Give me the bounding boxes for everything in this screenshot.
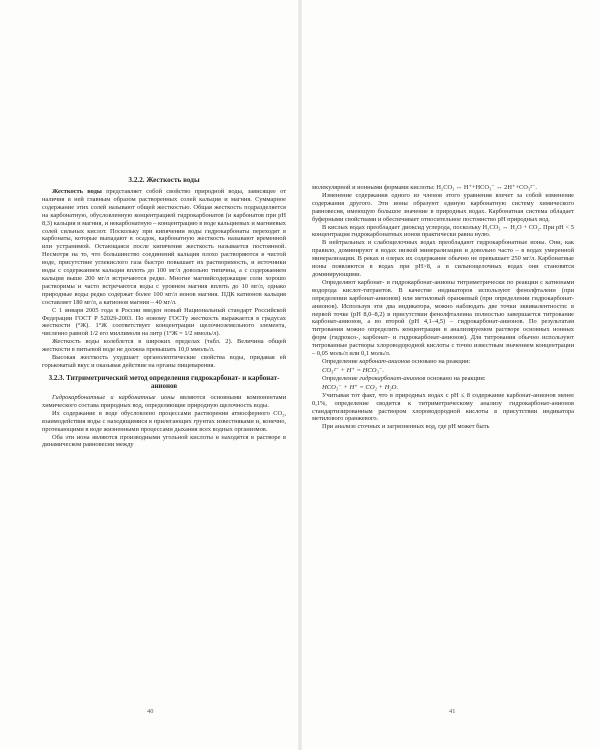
page-number-left: 40 [147,708,154,715]
paragraph: Определяют карбонат- и гидрокарбонат-анионы титриметрически по реакции с катионами водорода кислот-титрантов. В качестве индикаторов используют фенолфталеин (при определении карбонат-анионов) или метиловый оранжевый (при определении гидрокарбонат-анионов). Используя эти два индикатора, можно наблюдать две точки эквивалентности: в первой точке (pH 8,0–8,2) в присутствии фенолфталеина полностью завершается титрование карбонат-анионов, а во второй (pH 4,1–4,5) – гидрокарбонат-анионов. По результатам титрования можно определить концентрации в анализируемом растворе основных ионных форм (гидроксо-, карбонат- и гидрокарбонат-анионов). Для титрования обычно используют титрованные растворы хлороводородной кислоты с точно известным значением концентрации – 0,05 моль/л или 0,1 моль/л. [312,278,574,358]
text: Определение [322,374,360,382]
page-number-right: 41 [449,708,456,715]
paragraph: Оба эти иона являются производными угольной кислоты и находятся в растворе в динамическом равновесии между [42,433,286,449]
paragraph: молекулярной и ионными формами кислоты: H₂CO₃ ↔ H⁺+HCO₃⁻ ↔ 2H⁺+CO₃²⁻. [312,184,537,191]
paragraph: Учитывая тот факт, что в природных водах с pH ≤ 8 содержание карбонат-анионов менее 0,1%, определение сводится к титриметрическому анализу гидрокарбонат-анионов стандартизированным раствором хлороводородной кислоты в присутствии индикатора метилового оранжевого. [312,391,574,423]
term-italic: Гидрокарбонатные и карбонатные ионы [52,394,175,402]
paragraph: С 1 января 2005 года в России введен новый Национальный стандарт Российской Федерации ГОСТ Р 52029-2003. По новому ГОСТу жесткость выражается в градусах жесткости (°Ж). 1°Ж соответствует концентрации щелочноземельного элемента, численно равной 1/2 его миллимоля на литр (1°Ж = 1/2 ммоль/л). [42,306,286,338]
formula-carbonate: CO₃²⁻ + H⁺ = HCO₃⁻. [322,366,384,374]
formula-bicarbonate: HCO₃⁻ + H⁺ = CO₂ + H₂O. [322,383,399,391]
term-italic: гидрокарбонат-анионов [359,374,426,382]
paragraph: Высокая жесткость ухудшает органолептические свойства воды, придавая ей горьковатый вкус и оказывая действие на органы пищеварения. [42,354,286,369]
heading-water-hardness: 3.2.2. Жесткость воды [128,176,200,184]
right-page [300,0,600,750]
paragraph: Жесткость воды колеблется в широких пределах (табл. 2). Величина общей жесткости в питьевой воде не должна превышать 10,0 ммоль/л. [42,338,286,354]
paragraph: Изменение содержания одного из членов этого уравнения влечет за собой изменение содержания другого. Эти ионы образуют единую карбонатную систему химического равновесия, имеющую большое значение в природных водах. Карбонатная система обладает буферными свойствами и обеспечивает относительное постоянство pH природных вод. [312,191,574,223]
term-bold: Жесткость воды [52,188,102,195]
paragraph: Их содержание в воде обусловлено процессами растворения атмосферного CO₂, взаимодействия воды с находящимися в прилегающих грунтах известняками и, конечно, протекающими в воде жизненными процессами дыхания всех водных организмов. [42,409,286,433]
text: Определение [322,357,360,365]
term-italic: карбонат-анионов [359,357,410,365]
paragraph [312,375,574,383]
heading-titrimetric-method: 3.2.3. Титриметрический метод определения гидрокарбонат- и карбонат-анионов [48,373,280,391]
text: основано на реакции: [425,374,486,382]
paragraph: При анализе сточных и загрязненных вод, где pH может быть [322,423,490,431]
paragraph: В кислых водах преобладает диоксид углерода, поскольку H₂CO₃ ↔ H₂O + CO₂. При pH < 5 концентрация гидрокарбонатных ионов практически равна нулю. [312,223,574,239]
paragraph [42,188,286,307]
paragraph-text: представляет собой свойство природной воды, зависящее от наличия в ней главным образом растворенных солей кальция и магния. Суммарное содержание этих солей называют общей жесткостью. Общая жесткость подразделяется на карбонатную, обусловленную концентрацией гидрокарбонатов (и карбонатов при pH 8,3) кальция и магния, и некарбонатную – концентрацию в воде кальциевых и магниевых солей сильных кислот. Поскольку при кипячении воды гидрокарбонаты переходят в карбонаты, которые выпадают в осадок, карбонатную жесткость называют временной или устранимой. Остающаяся после кипячения жесткость называется постоянной. Несмотря на то, что большинство соединений кальция плохо растворяются в чистой воде, присутствие углекислого газа быстро повышает их растворимость, и источники воды с содержанием кальция вплоть до 100 мг/л довольно типичны, а с содержанием кальция выше 200 мг/л встречаются редко. Многие магнийсодержащие соли хорошо растворимы и часто встречаются воды с уровнем магния вплоть до 10 мг/л, однако природные воды редко содержат более 100 мг/л ионов магния. ПДК катионов кальция составляет 180 мг/л, а катионов магния – 40 мг/л. [42,188,286,306]
paragraph [42,394,286,410]
text: основано на реакции: [409,357,471,365]
paragraph-text: являются основными компонентами химического состава природных вод, определяющие природную щелочность воды. [42,394,286,409]
paragraph [312,358,574,366]
paragraph: В нейтральных и слабощелочных водах преобладают гидрокарбонатные ионы. Они, как правило, доминируют в водах низкой минерализации и довольно часто – в водах умеренной минерализации. В реках и озерах их содержание обычно не превышает 250 мг/л. Карбонатные ионы появляются в водах при pH>8, а в сильнощелочных водах они становятся доминирующими. [312,239,574,278]
